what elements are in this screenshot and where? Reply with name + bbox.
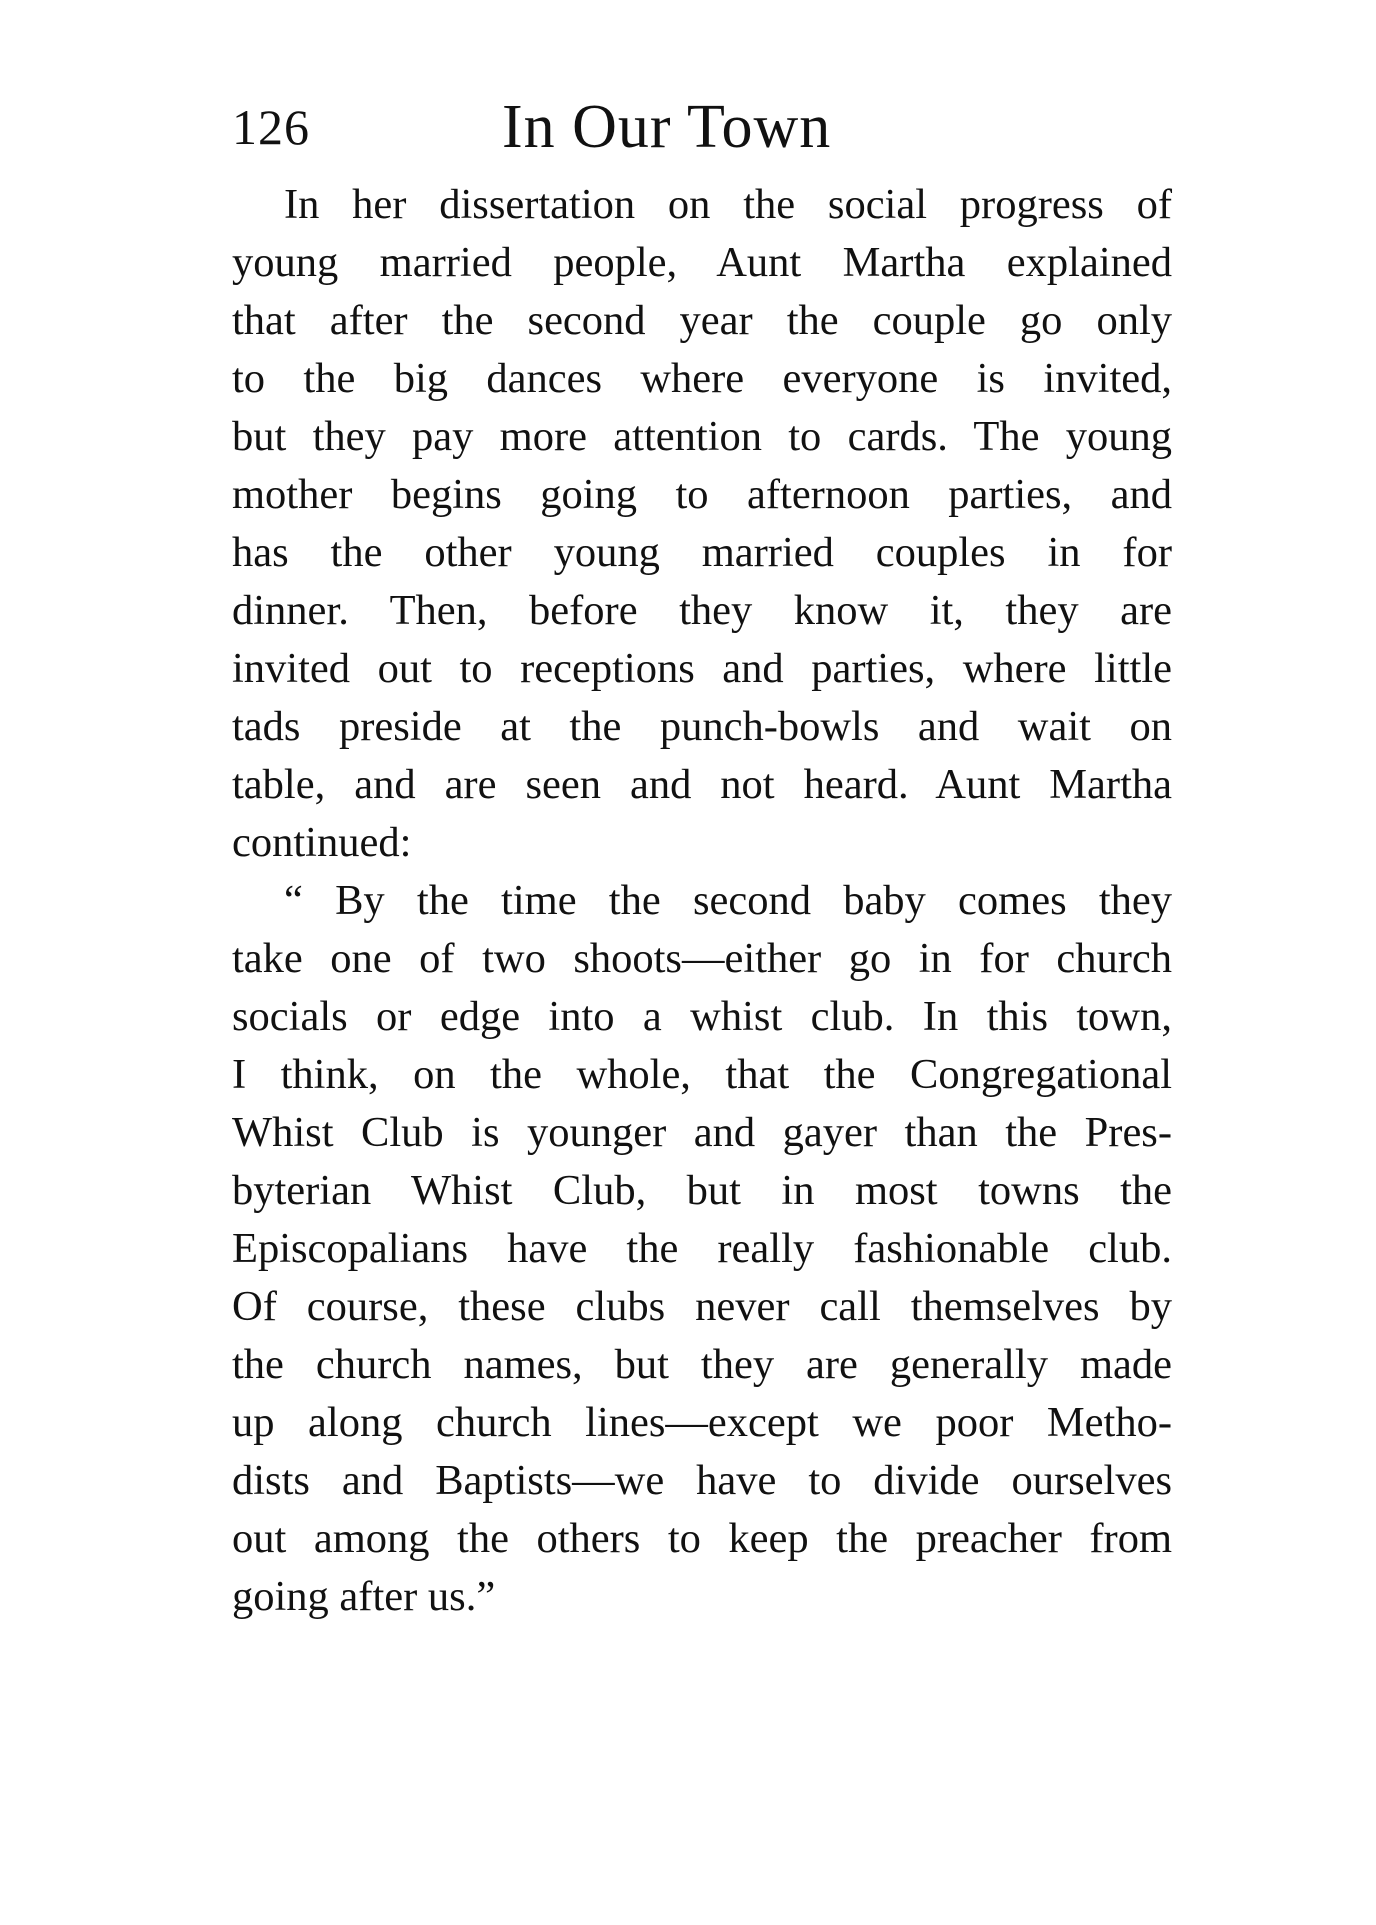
body-text — [232, 176, 1172, 1626]
text-line: young married people, Aunt Martha explained — [232, 239, 1172, 286]
text-line: up along church lines—except we poor Metho- — [232, 1399, 1172, 1446]
text-line: invited out to receptions and parties, where little — [232, 645, 1172, 692]
paragraph — [232, 872, 1172, 1626]
text-line: In her dissertation on the social progress of — [284, 181, 1172, 228]
text-line: socials or edge into a whist club. In this town, — [232, 993, 1172, 1040]
text-line: that after the second year the couple go only — [232, 297, 1172, 344]
text-line: dists and Baptists—we have to divide ourselves — [232, 1457, 1172, 1504]
text-line: I think, on the whole, that the Congregational — [232, 1051, 1172, 1098]
text-line: out among the others to keep the preacher from — [232, 1515, 1172, 1562]
running-title: In Our Town — [502, 93, 832, 161]
running-head — [232, 92, 1172, 172]
page-number: 126 — [232, 99, 310, 155]
text-line: “ By the time the second baby comes they — [284, 877, 1172, 924]
text-line: Whist Club is younger and gayer than the Pres- — [232, 1109, 1172, 1156]
text-line: dinner. Then, before they know it, they are — [232, 587, 1172, 634]
text-line: has the other young married couples in for — [232, 529, 1172, 576]
text-line: to the big dances where everyone is invited, — [232, 355, 1172, 402]
text-line: Episcopalians have the really fashionable club. — [232, 1225, 1172, 1272]
text-line: byterian Whist Club, but in most towns the — [232, 1167, 1172, 1214]
text-line: table, and are seen and not heard. Aunt Martha — [232, 761, 1172, 808]
text-line: tads preside at the punch-bowls and wait on — [232, 703, 1172, 750]
text-line: the church names, but they are generally made — [232, 1341, 1172, 1388]
text-line: Of course, these clubs never call themselves by — [232, 1283, 1172, 1330]
text-line: take one of two shoots—either go in for church — [232, 935, 1172, 982]
text-line: continued: — [232, 819, 412, 866]
text-line: going after us.” — [232, 1573, 496, 1620]
paragraph — [232, 176, 1172, 872]
text-line: mother begins going to afternoon parties, and — [232, 471, 1172, 518]
text-line: but they pay more attention to cards. The young — [232, 413, 1172, 460]
